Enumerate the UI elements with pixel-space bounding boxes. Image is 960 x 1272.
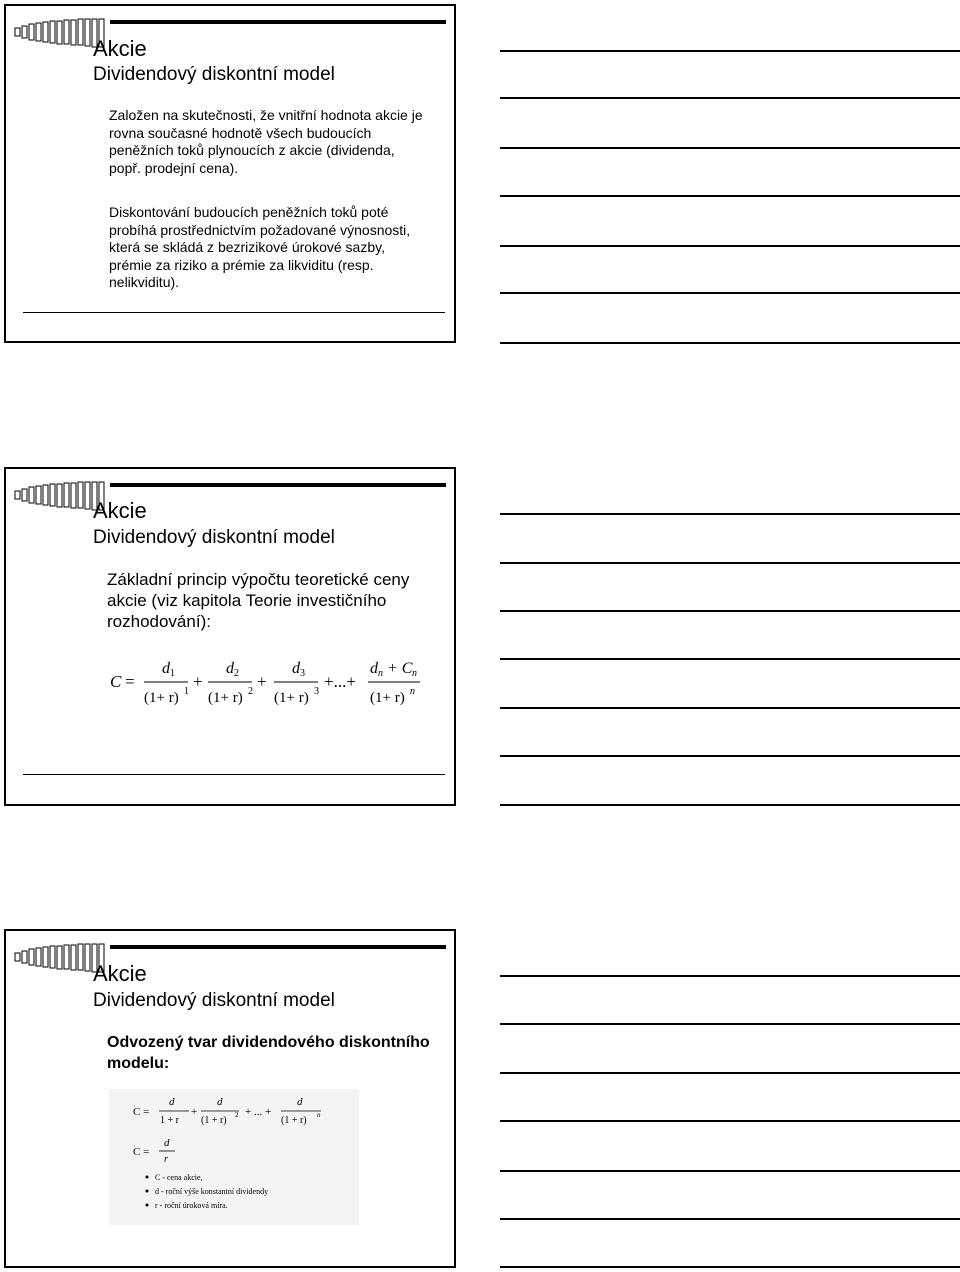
bottom-rule (23, 312, 445, 313)
img-line1-num-3: d (297, 1096, 303, 1108)
top-rule (110, 945, 446, 949)
img-bullet-1: C - cena akcie, (155, 1173, 203, 1182)
term-n-num-sub: n (378, 668, 383, 679)
term-3-num-sub: 3 (300, 668, 305, 679)
slide-title: Akcie (93, 498, 147, 523)
term-1-num: d (162, 660, 170, 677)
img-line1-den-2: (1 + r) (201, 1115, 227, 1126)
slide-title: Akcie (93, 36, 147, 61)
img-line1-dots: + ... + (245, 1106, 272, 1118)
slide-3 (4, 929, 456, 1268)
img-bullet-2: d - roční výše konstantní dividendy (155, 1187, 269, 1196)
formula-eq: = (125, 672, 135, 691)
slide-2 (4, 467, 456, 806)
img-line2-lhs: C = (133, 1146, 150, 1158)
term-3-exp: 3 (314, 686, 319, 697)
formula-image (109, 1089, 359, 1225)
slide-subtitle: Dividendový diskontní model (93, 990, 335, 1011)
paragraph: Základní princip výpočtu teoretické ceny akcie (viz kapitola Teorie investičního rozhodování): (107, 570, 410, 631)
paragraph-1: Založen na skutečnosti, že vnitřní hodnota akcie je rovna současné hodnotě všech budoucích peněžních toků plynoucích z akcie (dividenda, popř. prodejní cena). (109, 107, 423, 176)
term-n-num-extra-sub: n (412, 668, 417, 679)
term-3-den: (1+ r) (274, 690, 309, 706)
formula-lhs: C (110, 672, 122, 691)
img-line1-lhs: C = (133, 1106, 150, 1118)
bottom-rule (23, 774, 445, 775)
top-rule (110, 20, 446, 24)
img-line1-exp-2: 2 (235, 1111, 239, 1119)
ellipsis: +...+ (324, 672, 356, 691)
term-n-exp: n (410, 686, 415, 697)
paragraph: Odvozený tvar dividendového diskontního modelu: (107, 1034, 430, 1072)
term-n-num-extra: + C (387, 660, 413, 677)
img-bullet-3: r - roční úroková míra. (155, 1201, 228, 1210)
img-line1-den-3: (1 + r) (281, 1115, 307, 1126)
term-1-exp: 1 (184, 686, 189, 697)
top-rule (110, 483, 446, 487)
term-2-exp: 2 (248, 686, 253, 697)
slide-subtitle: Dividendový diskontní model (93, 64, 335, 85)
img-line2-den: r (164, 1154, 168, 1165)
term-1-num-sub: 1 (170, 668, 175, 679)
slide-1 (4, 4, 456, 343)
term-2-num-sub: 2 (234, 668, 239, 679)
plus-1: + (193, 672, 203, 691)
term-n-num: d (370, 660, 378, 677)
img-line1-den-1: 1 + r (160, 1115, 179, 1126)
img-line1-num-1: d (169, 1096, 175, 1108)
img-line1-exp-3: n (317, 1111, 321, 1119)
img-line1-num-2: d (217, 1096, 223, 1108)
svg-text:+: + (191, 1106, 198, 1118)
formula (106, 655, 436, 711)
slide-subtitle: Dividendový diskontní model (93, 527, 335, 548)
slide-title: Akcie (93, 961, 147, 986)
term-2-num: d (226, 660, 234, 677)
plus-2: + (257, 672, 267, 691)
term-2-den: (1+ r) (208, 690, 243, 706)
paragraph-2: Diskontování budoucích peněžních toků poté probíhá prostřednictvím požadované výnosnosti, která se skládá z bezrizikové úrokové sazby, prémie za riziko a prémie za likviditu (resp. nelikviditu). (109, 204, 411, 290)
term-n-den: (1+ r) (370, 690, 405, 706)
term-3-num: d (292, 660, 300, 677)
img-line2-num: d (164, 1137, 170, 1149)
term-1-den: (1+ r) (144, 690, 179, 706)
